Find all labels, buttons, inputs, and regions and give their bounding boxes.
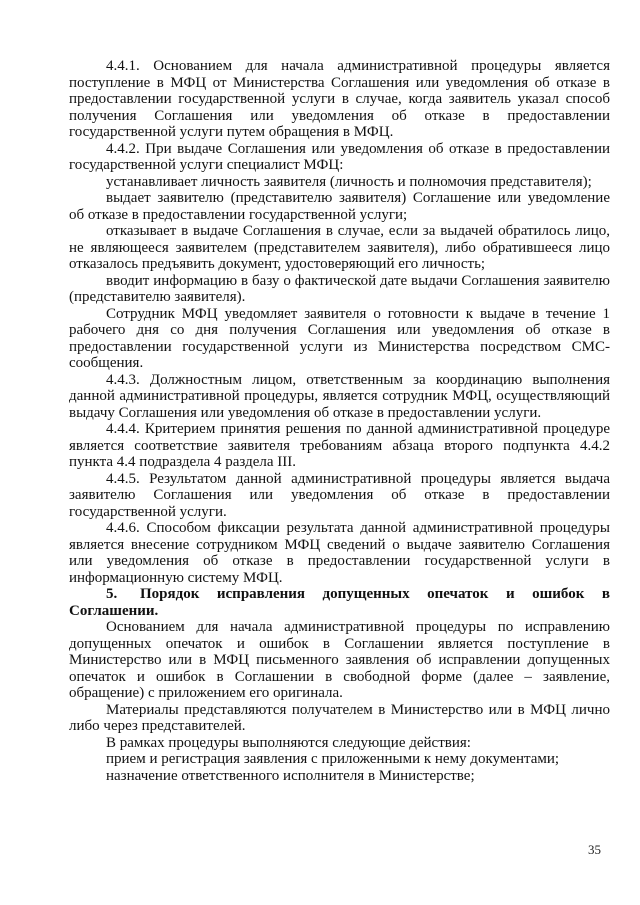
section-heading-5 — [69, 586, 610, 619]
paragraph-4-4-4: 4.4.4. Критерием принятия решения по данной административной процедуре является соответствие заявителя требованиям абзаца второго подпункта 4.4.2 пункта 4.4 подраздела 4 раздела III. — [69, 421, 610, 470]
list-item-database: вводит информацию в базу о фактической дате выдачи Соглашения заявителю (представителю заявителя). — [69, 272, 610, 305]
paragraph-basis: Основанием для начала административной процедуры по исправлению допущенных опечаток и ошибок в Соглашении является поступление в Министерство или в МФЦ письменного заявления об исправлении допущенных опечаток и ошибок в Соглашении в свободной форме (далее – заявление, обращение) с приложением его оригинала. — [69, 619, 610, 701]
list-item-refuse: отказывает в выдаче Соглашения в случае, если за выдачей обратилось лицо, не являющееся заявителем (представителем заявителя), либо обратившееся лицо отказалось предъявить документ, удостоверяющий его личность; — [69, 223, 610, 272]
section-title: Порядок исправления допущенных опечаток и ошибок в Соглашении. — [69, 586, 610, 619]
list-item-registration: прием и регистрация заявления с приложенными к нему документами; — [106, 751, 560, 767]
document-body — [69, 58, 610, 784]
section-number: 5. — [106, 586, 118, 602]
paragraph-4-4-1: 4.4.1. Основанием для начала административной процедуры является поступление в МФЦ от Министерства Соглашения или уведомления об отказе в предоставлении государственной услуги в случае, когда заявитель указал способ получения Соглашения или уведомления об отказе в предоставлении государственной услуги путем обращения в МФЦ. — [69, 58, 610, 140]
page-number: 35 — [588, 842, 601, 857]
paragraph-4-4-3: 4.4.3. Должностным лицом, ответственным за координацию выполнения данной административной процедуры, является сотрудник МФЦ, осуществляющий выдачу Соглашения или уведомления об отказе в предоставлении услуги. — [69, 371, 610, 421]
paragraph-actions: В рамках процедуры выполняются следующие действия: — [106, 734, 471, 751]
paragraph-materials: Материалы представляются получателем в Министерство или в МФЦ лично либо через представителей. — [69, 701, 610, 734]
list-item-assignment: назначение ответственного исполнителя в Министерстве; — [106, 767, 475, 784]
paragraph-4-4-2: 4.4.2. При выдаче Соглашения или уведомления об отказе в предоставлении государственной услуги специалист МФЦ: — [69, 140, 610, 173]
list-item-identity: устанавливает личность заявителя (личность и полномочия представителя); — [106, 173, 592, 190]
paragraph-notification: Сотрудник МФЦ уведомляет заявителя о готовности к выдаче в течение 1 рабочего дня со дня получения Соглашения или уведомления об отказе в предоставлении государственной услуги из Министерства посредством СМС-сообщения. — [69, 305, 610, 371]
list-item-issue: выдает заявителю (представителю заявителя) Соглашение или уведомление об отказе в предоставлении государственной услуги; — [69, 190, 610, 223]
paragraph-4-4-5: 4.4.5. Результатом данной административной процедуры является выдача заявителю Соглашения или уведомления об отказе в предоставлении государственной услуги. — [69, 470, 610, 520]
paragraph-4-4-6: 4.4.6. Способом фиксации результата данной административной процедуры является внесение сотрудником МФЦ сведений о выдаче заявителю Соглашения или уведомления об отказе в предоставлении государственной услуги в информационную систему МФЦ. — [69, 520, 610, 586]
